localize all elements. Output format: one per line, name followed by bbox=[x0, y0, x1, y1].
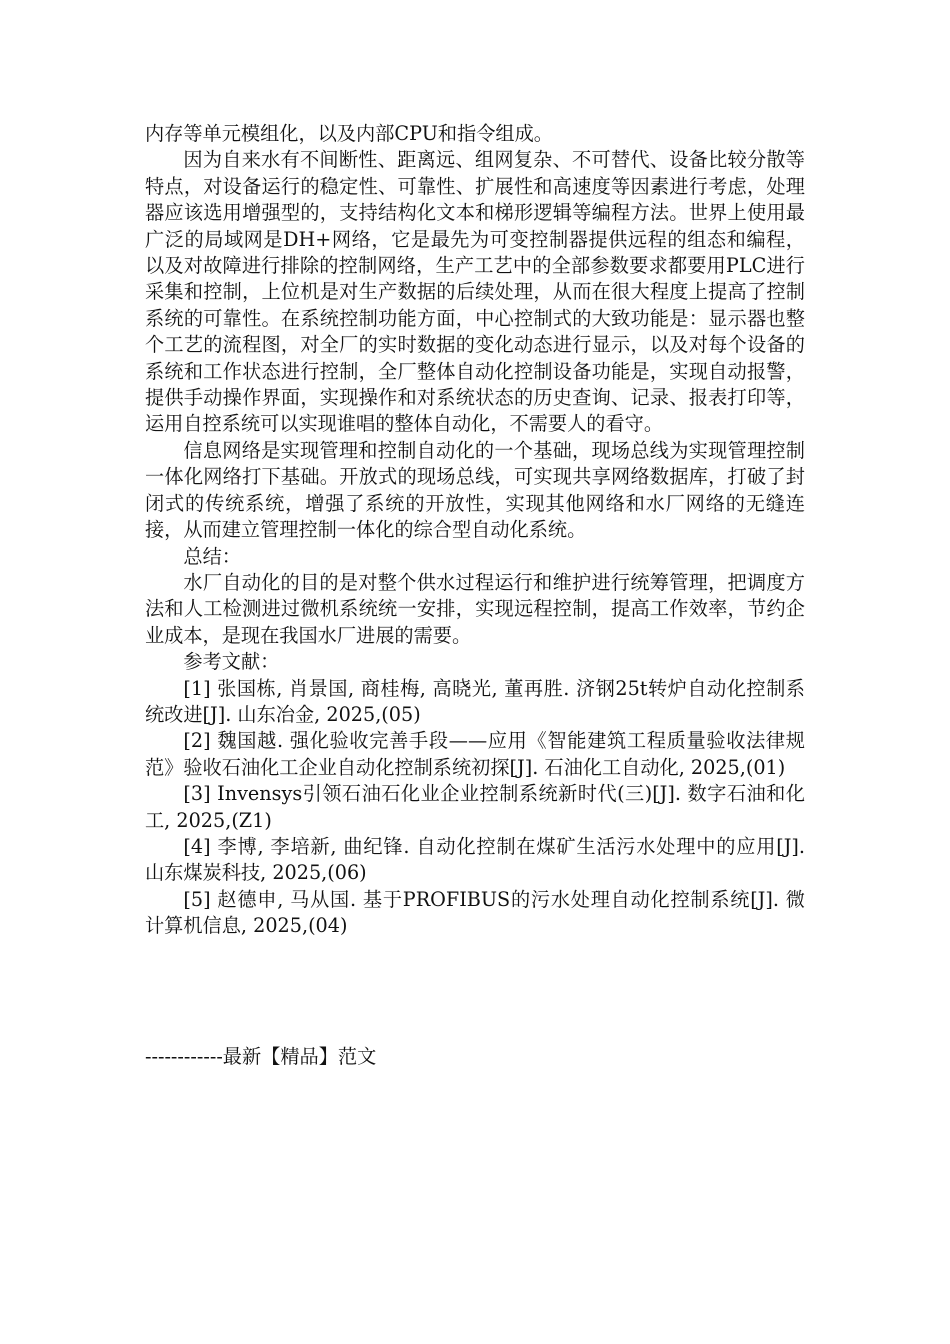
paragraph-processor-network: 因为自来水有不间断性、距离远、组网复杂、不可替代、设备比较分散等特点，对设备运行的稳定性、可靠性、扩展性和高速度等因素进行考虑，处理器应该选用增强型的，支持结构化文本和梯形逻辑等编程方法。世界上使用最广泛的局域网是DH+网络，它是最先为可变控制器提供远程的组态和编程，以及对故障进行排除的控制网络，生产工艺中的全部参数要求都要用PLC进行采集和控制，上位机是对生产数据的后续处理，从而在很大程度上提高了控制系统的可靠性。在系统控制功能方面，中心控制式的大致功能是：显示器也整个工艺的流程图，对全厂的实时数据的变化动态进行显示，以及对每个设备的系统和工作状态进行控制，全厂整体自动化控制设备功能是，实现自动报警，提供手动操作界面，实现操作和对系统状态的历史查询、记录、报表打印等，运用自控系统可以实现谁唱的整体自动化，不需要人的看守。 bbox=[145, 148, 805, 436]
document-body bbox=[145, 121, 805, 940]
footer-text: ------------最新【精品】范文 bbox=[145, 1045, 377, 1068]
reference-item: [1] 张国栋, 肖景国, 商桂梅, 高晓光, 董再胜. 济钢25t转炉自动化控制系统改进[J]. 山东冶金, 2025,(05) bbox=[145, 676, 805, 726]
paragraph-summary: 水厂自动化的目的是对整个供水过程运行和维护进行统筹管理，把调度方法和人工检测进过微机系统统一安排，实现远程控制，提高工作效率，节约企业成本，是现在我国水厂进展的需要。 bbox=[145, 570, 805, 647]
reference-item: [5] 赵德申, 马从国. 基于PROFIBUS的污水处理自动化控制系统[J]. 微计算机信息, 2025,(04) bbox=[145, 887, 805, 938]
references-heading: 参考文献： bbox=[183, 650, 280, 674]
paragraph-information-network: 信息网络是实现管理和控制自动化的一个基础，现场总线为实现管理控制一体化网络打下基础。开放式的现场总线，可实现共享网络数据库，打破了封闭式的传统系统，增强了系统的开放性，实现其他网络和水厂网络的无缝连接，从而建立管理控制一体化的综合型自动化系统。 bbox=[145, 438, 805, 542]
reference-item: [2] 魏国越. 强化验收完善手段——应用《智能建筑工程质量验收法律规范》验收石油化工企业自动化控制系统初探[J]. 石油化工自动化, 2025,(01) bbox=[145, 729, 805, 779]
paragraph-continuation: 内存等单元模组化，以及内部CPU和指令组成。 bbox=[145, 122, 553, 145]
reference-item: [4] 李博, 李培新, 曲纪锋. 自动化控制在煤矿生活污水处理中的应用[J]. 山东煤炭科技, 2025,(06) bbox=[145, 834, 805, 885]
summary-heading: 总结： bbox=[183, 544, 241, 568]
reference-item: [3] Invensys引领石油石化业企业控制系统新时代(三)[J]. 数字石油和化工, 2025,(Z1) bbox=[145, 782, 805, 832]
